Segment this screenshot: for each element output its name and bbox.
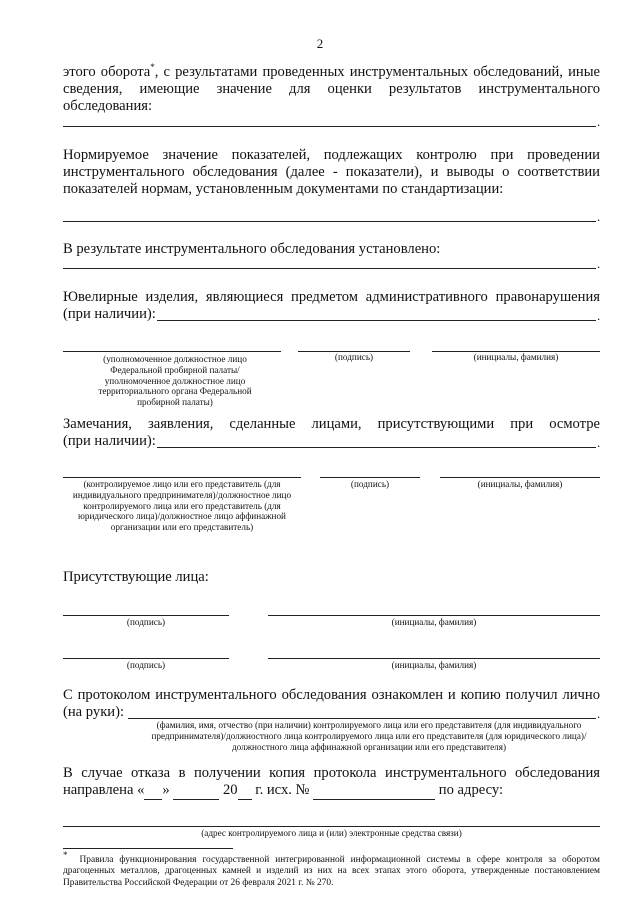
address-caption: (адрес контролируемого лица и (или) электронные средства связи): [201, 828, 462, 838]
paragraph-refusal-line2: [63, 782, 600, 800]
present2-initials-line: [268, 658, 600, 659]
present2-initials-caption: (инициалы, фамилия): [391, 660, 477, 670]
fill-line-established: [63, 268, 596, 269]
paragraph-acknowledged-line2: (на руки):: [63, 704, 125, 720]
day-field: [144, 782, 162, 800]
refusal-text-b: »: [162, 782, 170, 798]
sig1-initials-caption: (инициалы, фамилия): [473, 352, 559, 362]
line-end-dot: .: [597, 114, 601, 129]
fill-line-results: [63, 126, 596, 127]
sig1-official-line: [63, 351, 281, 352]
line-end-dot: .: [597, 209, 601, 224]
paragraph-established: В результате инструментального обследования установлено:: [63, 241, 441, 257]
sig2-initials-line: [440, 477, 600, 478]
month-field: [173, 782, 219, 800]
present1-initials-caption: (инициалы, фамилия): [391, 617, 477, 627]
para1-text-b: , с результатами проведенных инструментальных обследований, иные сведения, имеющие значение для оценки результатов инструментального обследования:: [63, 64, 600, 114]
sig2-signature-caption: (подпись): [350, 479, 390, 489]
line-end-dot: .: [597, 308, 601, 323]
sig2-person-line: [63, 477, 301, 478]
paragraph-acknowledged-line1: С протоколом инструментального обследования ознакомлен и копию получил лично: [63, 687, 600, 703]
sig2-signature-line: [320, 477, 420, 478]
sig2-person-caption: (контролируемое лицо или его представитель (для индивидуального предпринимателя)/должностное лицо контролируемого лица или его представитель (для юридического лица)/должностное лицо аффинажной организации или его представитель): [72, 479, 292, 533]
refusal-text-a: направлена «: [63, 782, 145, 798]
paragraph-remarks-line1: Замечания, заявления, сделанные лицами, присутствующими при осмотре: [63, 416, 600, 432]
outgoing-number-field: [313, 782, 435, 800]
footnote-rule: [63, 848, 233, 849]
fill-line-remarks: [157, 447, 596, 448]
fill-line-acknowledged: [128, 718, 596, 719]
refusal-year-prefix: 20: [222, 782, 238, 798]
footnote-mark: *: [150, 62, 155, 73]
sig2-initials-caption: (инициалы, фамилия): [477, 479, 563, 489]
paragraph-results-intro: [63, 64, 600, 115]
line-end-dot: .: [597, 256, 601, 271]
paragraph-jewelry-line1: Ювелирные изделия, являющиеся предметом административного правонарушения: [63, 289, 600, 305]
footnote-text: Правила функционирования государственной интегрированной информационной системы в сфере контроля за оборотом драгоценных металлов, драгоценных камней и изделий из них на всех этапах этого оборота, утвержденные постановлением Правительства Российской Федерации от 26 февраля 2021 г. № 270.: [63, 855, 600, 888]
paragraph-jewelry-line2: (при наличии):: [63, 306, 156, 322]
paragraph-refusal-line1: В случае отказа в получении копия протокола инструментального обследования: [63, 765, 600, 781]
year-field: [238, 782, 252, 800]
fill-line-jewelry: [157, 320, 596, 321]
paragraph-remarks-line2: (при наличии):: [63, 433, 156, 449]
present-persons-heading: Присутствующие лица:: [63, 569, 209, 585]
refusal-outgoing-no: г. исх. №: [255, 782, 310, 798]
present1-initials-line: [268, 615, 600, 616]
footnote: [63, 850, 600, 889]
acknowledged-caption: (фамилия, имя, отчество (при наличии) контролируемого лица или его представителя (для индивидуального предпринимателя)/должностного лица контролируемого лица или его представителя (для юридического лица)/должностного лица аффинажной организации или его представителя): [151, 720, 587, 752]
para1-text-a: этого оборота: [63, 64, 151, 80]
line-end-dot: .: [597, 435, 601, 450]
sig1-official-caption: (уполномоченное должностное лицо Федеральной пробирной палаты/ уполномоченное должностное лицо территориального органа Федеральной пробирной палаты): [98, 354, 252, 408]
present2-signature-caption: (подпись): [126, 660, 166, 670]
sig1-signature-caption: (подпись): [334, 352, 374, 362]
paragraph-normative-values: Нормируемое значение показателей, подлежащих контролю при проведении инструментального обследования (далее - показатели), и выводы о соответствии показателей нормам, установленным документами по стандартизации:: [63, 147, 600, 197]
address-line: [63, 826, 600, 827]
refusal-address-label: по адресу:: [438, 782, 504, 798]
present1-signature-caption: (подпись): [126, 617, 166, 627]
present1-signature-line: [63, 615, 229, 616]
footnote-mark: *: [63, 850, 68, 860]
fill-line-normative: [63, 221, 596, 222]
page-number: 2: [316, 36, 324, 51]
present2-signature-line: [63, 658, 229, 659]
line-end-dot: .: [597, 706, 601, 721]
